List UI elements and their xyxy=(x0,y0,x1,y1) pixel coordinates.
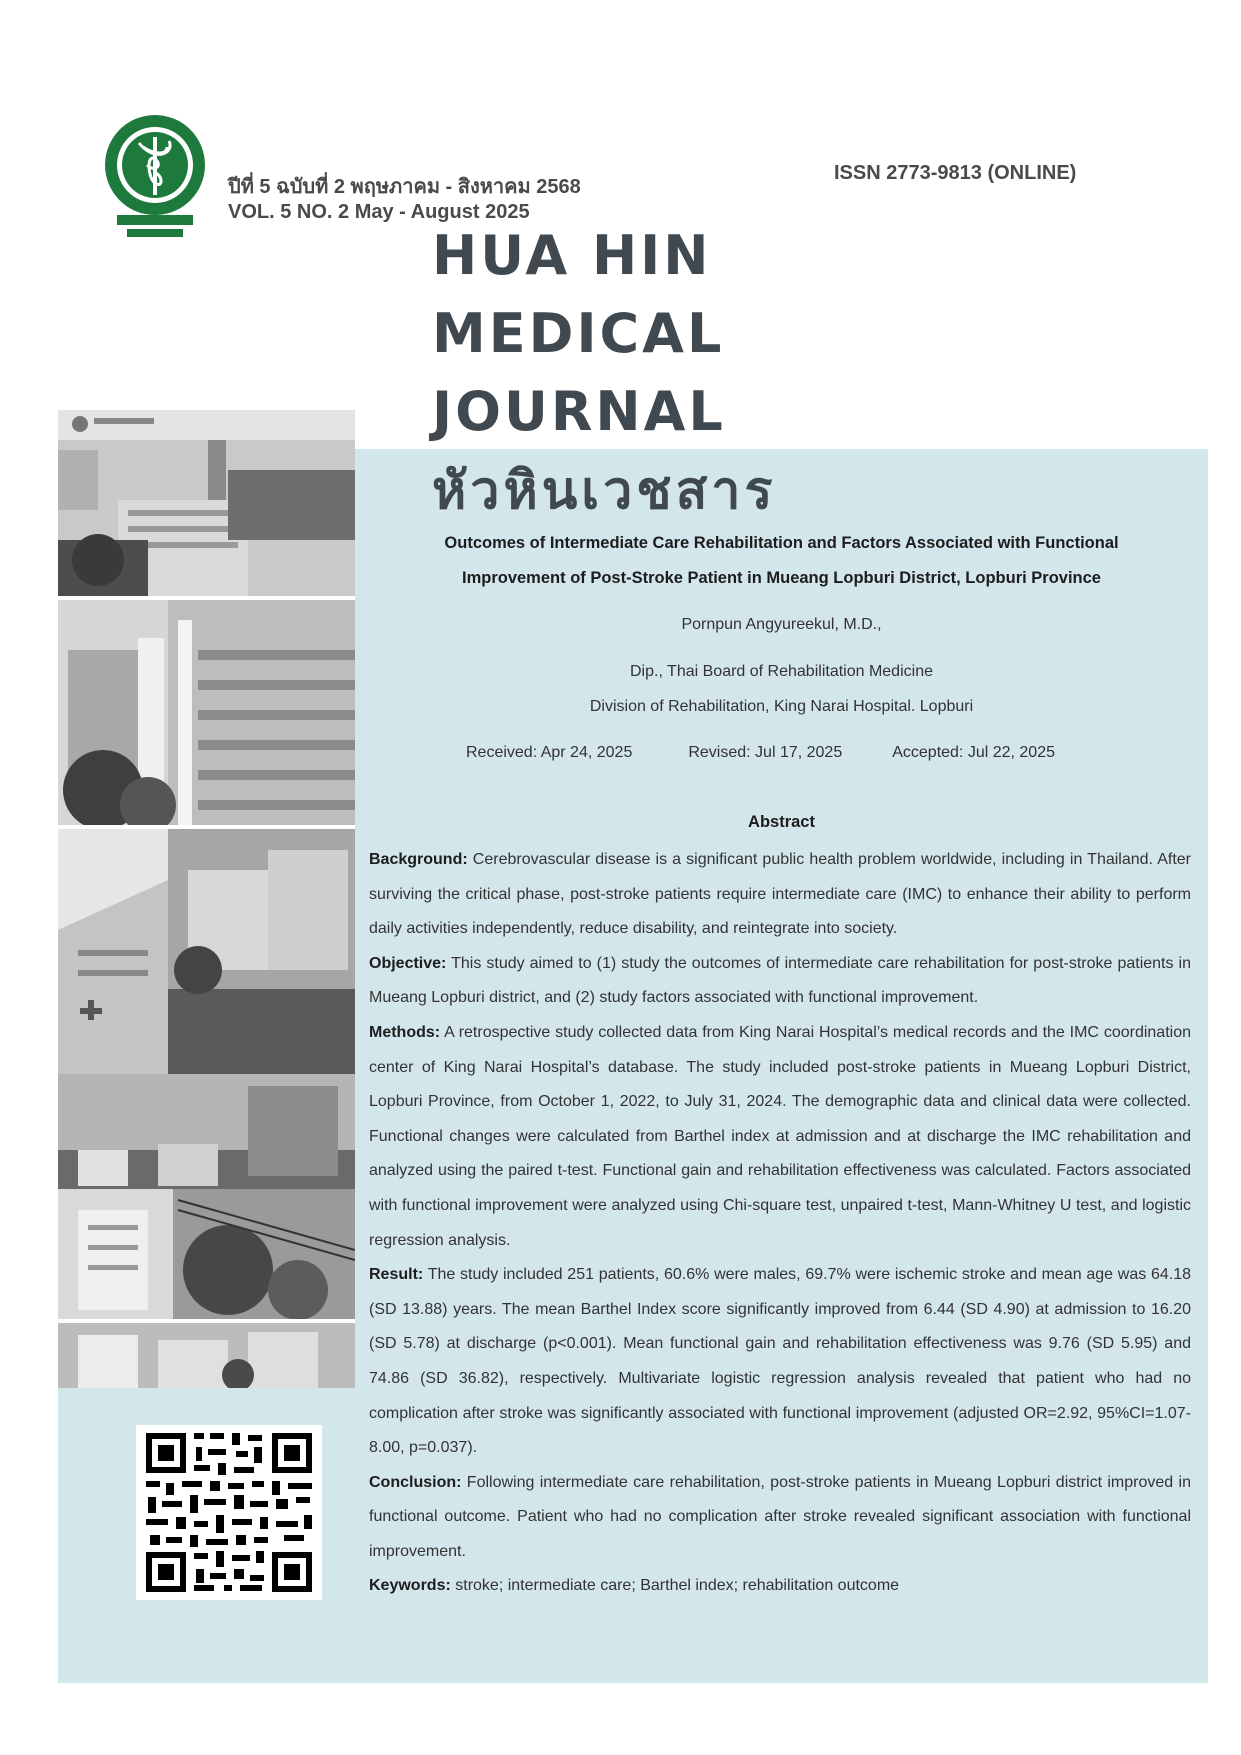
conclusion-text: Following intermediate care rehabilitation, post-stroke patients in Mueang Lopburi district improved in functional outcome. Patient who had no complication after stroke revealed significant association with functional improvement. xyxy=(369,1473,1191,1560)
keywords-text: stroke; intermediate care; Barthel index; rehabilitation outcome xyxy=(455,1577,900,1595)
keywords-label: Keywords: xyxy=(369,1577,451,1595)
volume-english: VOL. 5 NO. 2 May - August 2025 xyxy=(228,201,530,223)
received-date: Received: Apr 24, 2025 xyxy=(466,744,633,761)
hospital-photo-6 xyxy=(58,1323,355,1388)
abstract-heading: Abstract xyxy=(748,813,815,831)
background-text: Cerebrovascular disease is a significant public health problem worldwide, including in Thailand. After surviving the critical phase, post-stroke patients require intermediate care (IMC) to enhance their ability to perform daily activities independently, reduce disability, and reintegrate into society. xyxy=(369,851,1191,938)
result-label: Result: xyxy=(369,1266,424,1284)
article-title-line1: Outcomes of Intermediate Care Rehabilitation and Factors Associated with Functional xyxy=(444,534,1119,552)
journal-title-line2: MEDICAL xyxy=(432,302,725,365)
abstract-body xyxy=(369,843,1191,1604)
objective-text: This study aimed to (1) study the outcomes of intermediate care rehabilitation for post-stroke patients in Mueang Lopburi district, and (2) study factors associated with functional improvement. xyxy=(369,954,1191,1007)
author-affiliation: Division of Rehabilitation, King Narai Hospital. Lopburi xyxy=(589,698,974,715)
conclusion-label: Conclusion: xyxy=(369,1473,462,1491)
ministry-logo xyxy=(103,113,207,243)
result-text: The study included 251 patients, 60.6% were males, 69.7% were ischemic stroke and mean age was 64.18 (SD 13.88) years. The mean Barthel Index score significantly improved from 6.44 (SD 4.90) at admission to 16.20 (SD 5.78) at discharge (p<0.001). Mean functional gain and rehabilitation effectiveness was 9.76 (SD 5.95) and 74.86 (SD 36.82), respectively. Multivariate logistic regression analysis revealed that patient who had no complication after stroke was significantly associated with functional improvement (adjusted OR=2.92, 95%CI=1.07-8.00, p=0.037). xyxy=(369,1266,1191,1457)
abstract-methods xyxy=(369,1016,1191,1258)
hospital-photo-collage xyxy=(58,410,355,1388)
hospital-photo-2 xyxy=(58,600,355,833)
background-label: Background: xyxy=(369,851,468,868)
hospital-photo-4 xyxy=(58,1074,355,1189)
abstract-result xyxy=(369,1258,1191,1466)
journal-title-line1: HUA HIN xyxy=(432,224,712,287)
hospital-photo-1 xyxy=(58,410,355,596)
revised-date: Revised: Jul 17, 2025 xyxy=(688,744,843,761)
abstract-background xyxy=(369,843,1191,947)
hospital-photo-3 xyxy=(58,829,355,1074)
abstract-objective xyxy=(369,947,1191,1016)
journal-title-thai: หัวหินเวชสาร xyxy=(432,461,777,521)
hospital-photo-5 xyxy=(58,1189,355,1320)
accepted-date: Accepted: Jul 22, 2025 xyxy=(892,744,1055,761)
volume-thai: ปีที่ 5 ฉบับที่ 2 พฤษภาคม - สิงหาคม 2568 xyxy=(228,176,581,198)
objective-label: Objective: xyxy=(369,954,447,972)
issn: ISSN 2773-9813 (ONLINE) xyxy=(834,162,1077,184)
author-degree: Dip., Thai Board of Rehabilitation Medicine xyxy=(630,663,933,680)
abstract-conclusion xyxy=(369,1466,1191,1570)
journal-title-line3: JOURNAL xyxy=(432,380,726,443)
author: Pornpun Angyureekul, M.D., xyxy=(681,616,882,633)
article-dates xyxy=(466,744,1055,762)
methods-label: Methods: xyxy=(369,1023,441,1041)
abstract-keywords xyxy=(369,1569,1191,1604)
methods-text: A retrospective study collected data from King Narai Hospital’s medical records and the IMC coordination center of King Narai Hospital’s database. The study included post-stroke patients in Mueang Lopburi District, Lopburi Province, from October 1, 2022, to July 31, 2024. The demographic data and clinical data were collected. Functional changes were calculated from Barthel index at admission and at discharge the IMC rehabilitation and analyzed using the paired t-test. Functional gain and rehabilitation effectiveness was calculated. Factors associated with functional improvement were analyzed using Chi-square test, unpaired t-test, Mann-Whitney U test, and logistic regression analysis. xyxy=(369,1023,1192,1249)
article-title-line2: Improvement of Post-Stroke Patient in Mueang Lopburi District, Lopburi Province xyxy=(462,569,1101,587)
qr-code[interactable] xyxy=(136,1425,322,1600)
